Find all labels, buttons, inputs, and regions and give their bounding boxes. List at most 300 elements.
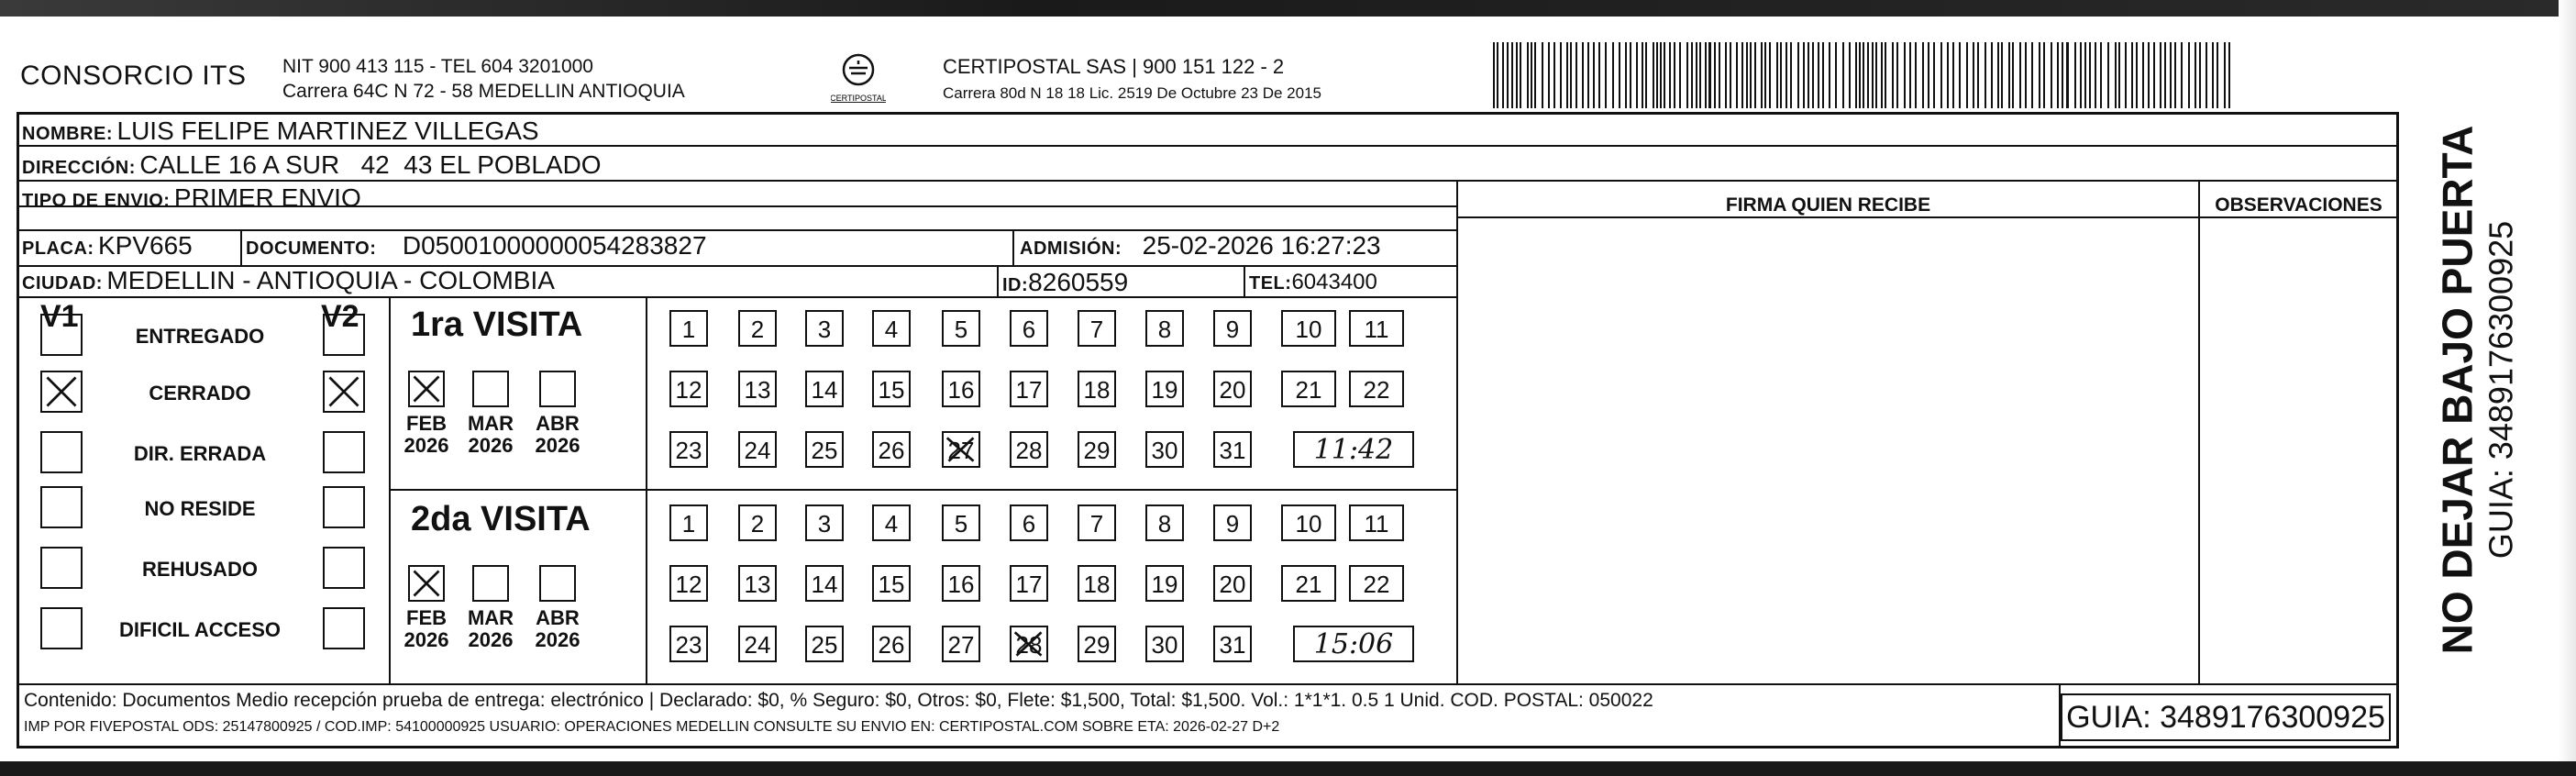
barcode-bar [1997, 42, 1999, 108]
barcode-bar [2008, 42, 2010, 108]
month-year: 2026 [535, 434, 580, 457]
barcode-bar [1776, 42, 1778, 108]
month-label [399, 607, 454, 651]
tipo-envio-label: TIPO DE ENVIO: [22, 191, 171, 211]
barcode-bar [2224, 42, 2226, 108]
day-box[interactable]: 30 [1145, 431, 1184, 468]
barcode-bar [1699, 42, 1701, 108]
admision-label: ADMISIÓN: [1020, 238, 1122, 259]
barcode-bar [1933, 42, 1935, 108]
v2-checkbox[interactable] [323, 486, 365, 528]
barcode-bar [2012, 42, 2014, 108]
barcode-bar [1660, 42, 1662, 108]
day-box[interactable]: 4 [872, 310, 911, 347]
barcode-bar [1516, 42, 1518, 108]
placa-label: PLACA: [22, 238, 94, 259]
day-box[interactable]: 26 [872, 431, 911, 468]
barcode-bar [1593, 42, 1595, 108]
barcode-bar [1566, 42, 1568, 108]
day-box[interactable] [1010, 626, 1048, 662]
barcode-bar [1867, 42, 1869, 108]
barcode-bar [1642, 42, 1643, 108]
direccion-field [22, 150, 602, 180]
barcode-bar [1582, 42, 1584, 108]
barcode-bar [1630, 42, 1631, 108]
barcode-bar [1977, 42, 1979, 108]
barcode-bar [1527, 42, 1529, 108]
barcode-bar [2043, 42, 2045, 108]
barcode-bar [2217, 42, 2218, 108]
tel-value: 6043400 [1291, 270, 1377, 294]
day-box[interactable]: 25 [805, 626, 844, 662]
v1-checkbox[interactable] [40, 547, 83, 589]
certipostal-line: CERTIPOSTAL SAS | 900 151 122 - 2 [943, 55, 1285, 78]
barcode-bar [1769, 42, 1771, 108]
day-box[interactable]: 10 [1281, 504, 1336, 541]
barcode-bar [1612, 42, 1614, 108]
barcode-bar [1725, 42, 1727, 108]
barcode-bar [2164, 42, 2166, 108]
status-label: DIR. ERRADA [133, 442, 267, 465]
month-checkbox[interactable] [472, 565, 509, 602]
barcode-bar [1790, 42, 1792, 108]
barcode-bar [1750, 42, 1752, 108]
day-number: 28 [1015, 631, 1043, 659]
barcode-bar [1780, 42, 1782, 108]
footer-imp: IMP POR FIVEPOSTAL ODS: 25147800925 / COD.IMP: 54100000925 USUARIO: OPERACIONES MEDELLIN CONSULTE SU ENVIO EN: CERTIPOSTAL.COM SOBRE ETA: 2026-02-27 D+2 [24, 719, 1280, 735]
day-box[interactable]: 9 [1213, 310, 1252, 347]
barcode-bar [1679, 42, 1681, 108]
id-label: ID: [1002, 275, 1029, 295]
barcode-bar [1605, 42, 1607, 108]
company-name: CONSORCIO ITS [20, 61, 247, 91]
barcode-bar [1892, 42, 1894, 108]
barcode-bar [1896, 42, 1898, 108]
day-box[interactable]: 22 [1349, 371, 1404, 407]
row-divider [1456, 216, 2397, 218]
barcode-bar [2212, 42, 2214, 108]
nombre-field [22, 116, 539, 146]
month-label [530, 607, 585, 651]
observaciones-header: OBSERVACIONES [2215, 194, 2383, 216]
barcode-bar [1959, 42, 1961, 108]
barcode-bar [1786, 42, 1787, 108]
barcode-bar [2206, 42, 2207, 108]
barcode-bar [1493, 42, 1495, 108]
barcode-bar [2195, 42, 2196, 108]
barcode-bar [1818, 42, 1819, 108]
day-checkmark [1012, 627, 1046, 660]
barcode-bar [1656, 42, 1658, 108]
visit-time-box[interactable]: 11:42 [1293, 431, 1414, 468]
day-box[interactable]: 21 [1281, 565, 1336, 602]
barcode-bar [2228, 42, 2230, 108]
barcode-bar [2125, 42, 2127, 108]
barcode-bar [1708, 42, 1711, 108]
day-box[interactable]: 1 [669, 310, 708, 347]
day-box[interactable]: 7 [1078, 504, 1116, 541]
day-box[interactable]: 17 [1010, 371, 1048, 407]
day-box[interactable]: 2 [738, 310, 777, 347]
barcode-bar [1625, 42, 1627, 108]
scan-top-edge [0, 0, 2576, 17]
barcode-bar [1985, 42, 1986, 108]
barcode-bar [1922, 42, 1924, 108]
month-name: FEB [406, 412, 447, 435]
barcode-bar [1872, 42, 1874, 108]
barcode-bar [1940, 42, 1942, 108]
month-name: ABR [536, 412, 580, 435]
v2-checkbox[interactable] [323, 547, 365, 589]
day-checkmark [944, 433, 978, 466]
barcode-bar [1973, 42, 1974, 108]
month-label [463, 413, 518, 457]
day-box[interactable]: 11 [1349, 504, 1404, 541]
col-divider [240, 229, 242, 265]
admision-value: 25-02-2026 16:27:23 [1142, 231, 1381, 260]
month-checkbox[interactable] [539, 371, 576, 407]
visit-time-box[interactable]: 15:06 [1293, 626, 1414, 662]
v1-checkbox[interactable] [40, 431, 83, 473]
day-box[interactable]: 15 [872, 371, 911, 407]
barcode-bar [1696, 42, 1697, 108]
v1-label: V1 [40, 299, 79, 334]
v2-checkbox[interactable] [323, 371, 365, 413]
status-label: CERRADO [149, 382, 251, 405]
scan-bottom-edge [0, 761, 2576, 776]
row-divider [18, 683, 2399, 685]
barcode-bar [1863, 42, 1864, 108]
v1-checkbox[interactable] [40, 486, 83, 528]
barcode-bar [1885, 42, 1886, 108]
barcode-bar [1842, 42, 1844, 108]
barcode-bar [1741, 42, 1743, 108]
barcode-bar [1803, 42, 1805, 108]
ciudad-label: CIUDAD: [22, 273, 103, 294]
month-label [399, 413, 454, 457]
status-label: NO RESIDE [144, 497, 256, 520]
v1-checkbox[interactable] [40, 314, 83, 356]
day-box[interactable]: 5 [942, 504, 980, 541]
day-box[interactable]: 15 [872, 565, 911, 602]
barcode-bar [2057, 42, 2059, 108]
admision-field [1020, 231, 1381, 261]
barcode-bar [2031, 42, 2033, 108]
day-box[interactable]: 12 [669, 565, 708, 602]
id-value: 8260559 [1028, 268, 1129, 296]
barcode-bar [1754, 42, 1756, 108]
barcode-bar [1746, 42, 1748, 108]
scan-right-edge [2559, 0, 2576, 776]
day-box[interactable]: 18 [1078, 371, 1116, 407]
placa-value: KPV665 [98, 231, 193, 260]
barcode-bar [1587, 42, 1589, 108]
documento-label: DOCUMENTO: [246, 238, 377, 259]
day-box[interactable]: 13 [738, 565, 777, 602]
day-box[interactable]: 25 [805, 431, 844, 468]
col-divider [1244, 265, 1245, 296]
day-box[interactable]: 1 [669, 504, 708, 541]
day-box[interactable]: 19 [1145, 565, 1184, 602]
address-line: Carrera 64C N 72 - 58 MEDELLIN ANTIOQUIA [282, 81, 685, 102]
nombre-label: NOMBRE: [22, 124, 114, 144]
day-box[interactable]: 21 [1281, 371, 1336, 407]
no-dejar-bajo-puerta: NO DEJAR BAJO PUERTA [2432, 125, 2481, 655]
barcode-bar [1664, 42, 1665, 108]
barcode-bar [2181, 42, 2183, 108]
tel-label: TEL: [1249, 273, 1292, 294]
barcode-bar [1570, 42, 1572, 108]
barcode-bar [2174, 42, 2176, 108]
barcode-bar [2001, 42, 2003, 108]
barcode-bar [2019, 42, 2021, 108]
col-divider [389, 296, 391, 683]
month-name: MAR [467, 412, 514, 435]
barcode-bar [1829, 42, 1830, 108]
barcode-bar [2148, 42, 2150, 108]
day-box[interactable]: 18 [1078, 565, 1116, 602]
month-year: 2026 [468, 628, 514, 651]
day-box[interactable]: 31 [1213, 431, 1252, 468]
barcode-bar [1598, 42, 1600, 108]
row-divider [18, 180, 2399, 182]
side-guia: GUIA: 3489176300925 [2481, 220, 2519, 560]
v2-checkbox[interactable] [323, 431, 365, 473]
barcode-bar [1542, 42, 1543, 108]
side-vertical-text [2432, 126, 2520, 655]
day-box[interactable]: 10 [1281, 310, 1336, 347]
barcode-bar [1645, 42, 1647, 108]
barcode-bar [2153, 42, 2155, 108]
day-box[interactable]: 22 [1349, 565, 1404, 602]
col-divider [1456, 180, 1458, 683]
day-box[interactable]: 4 [872, 504, 911, 541]
barcode-bar [1653, 42, 1654, 108]
barcode-bar [1812, 42, 1814, 108]
visit1-title: 1ra VISITA [411, 305, 583, 344]
barcode-bar [1736, 42, 1738, 108]
barcode-bar [2066, 42, 2069, 108]
barcode-bar [2039, 42, 2040, 108]
day-box[interactable]: 11 [1349, 310, 1404, 347]
col-divider [1012, 229, 1014, 265]
row-divider [18, 296, 1456, 298]
month-year: 2026 [404, 628, 449, 651]
barcode-bar [1764, 42, 1766, 108]
v2-checkbox[interactable] [323, 314, 365, 356]
day-box[interactable]: 6 [1010, 310, 1048, 347]
barcode-bar [2062, 42, 2063, 108]
day-box[interactable]: 20 [1213, 371, 1252, 407]
day-box[interactable]: 16 [942, 565, 980, 602]
barcode-bar [2074, 42, 2076, 108]
barcode-bar [1915, 42, 1917, 108]
day-box[interactable]: 28 [1010, 431, 1048, 468]
barcode-bar [1797, 42, 1799, 108]
month-year: 2026 [535, 628, 580, 651]
barcode-bar [1909, 42, 1911, 108]
direccion-value: CALLE 16 A SUR 42 43 EL POBLADO [139, 150, 602, 179]
placa-field [22, 231, 193, 261]
id-field [1002, 268, 1128, 297]
barcode-image [1493, 42, 2234, 108]
barcode-bar [1859, 42, 1861, 108]
ciudad-field [22, 266, 555, 295]
day-box[interactable]: 30 [1145, 626, 1184, 662]
barcode-bar [1534, 42, 1536, 108]
barcode-bar [1991, 42, 1993, 108]
month-year: 2026 [468, 434, 514, 457]
barcode-bar [1947, 42, 1949, 108]
day-box[interactable]: 24 [738, 626, 777, 662]
barcode-bar [2025, 42, 2027, 108]
barcode-bar [1531, 42, 1532, 108]
day-box[interactable]: 3 [805, 504, 844, 541]
month-checkbox[interactable] [408, 565, 445, 602]
v2-checkbox[interactable] [323, 607, 365, 649]
day-box[interactable]: 14 [805, 565, 844, 602]
barcode-bar [1575, 42, 1577, 108]
barcode-bar [2142, 42, 2144, 108]
barcode-bar [2100, 42, 2102, 108]
barcode-bar [2131, 42, 2133, 108]
barcode-bar [1636, 42, 1638, 108]
barcode-bar [1548, 42, 1550, 108]
v2-label: V2 [321, 299, 359, 334]
day-box[interactable]: 17 [1010, 565, 1048, 602]
day-box[interactable]: 24 [738, 431, 777, 468]
barcode-bar [1553, 42, 1555, 108]
barcode-bar [2170, 42, 2172, 108]
barcode-bar [1875, 42, 1877, 108]
ciudad-value: MEDELLIN - ANTIOQUIA - COLOMBIA [106, 266, 555, 294]
day-box[interactable]: 23 [669, 626, 708, 662]
barcode-bar [2089, 42, 2091, 108]
month-year: 2026 [404, 434, 449, 457]
day-box[interactable]: 8 [1145, 504, 1184, 541]
barcode-bar [1966, 42, 1968, 108]
month-label [530, 413, 585, 457]
barcode-bar [1502, 42, 1504, 108]
day-box[interactable]: 27 [942, 626, 980, 662]
day-box[interactable]: 12 [669, 371, 708, 407]
day-box[interactable]: 26 [872, 626, 911, 662]
license-line: Carrera 80d N 18 18 Lic. 2519 De Octubre 23 De 2015 [943, 84, 1321, 102]
barcode-bar [1511, 42, 1513, 108]
month-label [463, 607, 518, 651]
barcode-bar [1928, 42, 1929, 108]
day-box[interactable]: 2 [738, 504, 777, 541]
day-box[interactable]: 7 [1078, 310, 1116, 347]
tel-field [1249, 270, 1377, 295]
direccion-label: DIRECCIÓN: [22, 158, 136, 178]
tipo-envio-field [22, 183, 361, 213]
documento-field [246, 231, 707, 261]
barcode-bar [2095, 42, 2096, 108]
tipo-envio-value: PRIMER ENVIO [173, 183, 361, 212]
barcode-bar [2084, 42, 2086, 108]
barcode-bar [1560, 42, 1562, 108]
barcode-bar [1808, 42, 1809, 108]
barcode-bar [1669, 42, 1671, 108]
barcode-bar [1855, 42, 1857, 108]
barcode-bar [1952, 42, 1954, 108]
day-box[interactable]: 31 [1213, 626, 1252, 662]
status-label: ENTREGADO [135, 325, 265, 348]
barcode-bar [2115, 42, 2117, 108]
barcode-bar [1497, 42, 1498, 108]
barcode-bar [1507, 42, 1509, 108]
status-label: REHUSADO [142, 558, 258, 581]
barcode-bar [1674, 42, 1675, 108]
day-box[interactable]: 29 [1078, 431, 1116, 468]
barcode-bar [2118, 42, 2120, 108]
col-divider [2198, 180, 2200, 683]
barcode-bar [2199, 42, 2201, 108]
barcode-bar [1686, 42, 1688, 108]
month-name: ABR [536, 606, 580, 629]
barcode-bar [2107, 42, 2109, 108]
status-label: DIFICIL ACCESO [118, 618, 281, 641]
day-box[interactable]: 13 [738, 371, 777, 407]
documento-value: D05001000000054283827 [402, 231, 707, 260]
barcode-bar [1822, 42, 1824, 108]
col-divider [997, 265, 999, 296]
barcode-bar [1705, 42, 1707, 108]
v1-checkbox[interactable] [40, 607, 83, 649]
day-box[interactable]: 20 [1213, 565, 1252, 602]
day-number: 27 [947, 437, 975, 464]
barcode-bar [1761, 42, 1763, 108]
day-box[interactable]: 5 [942, 310, 980, 347]
month-checkbox[interactable] [408, 371, 445, 407]
day-box[interactable]: 23 [669, 431, 708, 468]
barcode-bar [1849, 42, 1851, 108]
day-box[interactable]: 8 [1145, 310, 1184, 347]
barcode-bar [1520, 42, 1521, 108]
barcode-bar [2051, 42, 2052, 108]
barcode-bar [1881, 42, 1883, 108]
barcode-bar [2188, 42, 2190, 108]
v1-checkbox[interactable] [40, 371, 83, 413]
nit-line: NIT 900 413 115 - TEL 604 3201000 [282, 56, 593, 77]
barcode-bar [1691, 42, 1693, 108]
barcode-bar [1730, 42, 1731, 108]
day-box[interactable]: 14 [805, 371, 844, 407]
day-box[interactable]: 3 [805, 310, 844, 347]
day-box[interactable]: 9 [1213, 504, 1252, 541]
certipostal-logo [831, 51, 886, 110]
footer-contenido: Contenido: Documentos Medio recepción prueba de entrega: electrónico | Declarado: $0, % Seguro: $0, Otros: $0, Flete: $1,500, Total: $1,500. Vol.: 1*1*1. 0.5 1 Unid. COD. POSTAL: 050022 [24, 690, 1653, 711]
day-box[interactable]: 6 [1010, 504, 1048, 541]
certipostal-logo-text: CERTIPOSTAL [831, 94, 886, 103]
barcode-bar [1719, 42, 1720, 108]
footer-guia-box: GUIA: 3489176300925 [2061, 693, 2391, 741]
barcode-bar [1904, 42, 1906, 108]
month-name: FEB [406, 606, 447, 629]
month-checkbox[interactable] [472, 371, 509, 407]
barcode-bar [2080, 42, 2082, 108]
day-box[interactable] [942, 431, 980, 468]
day-box[interactable]: 29 [1078, 626, 1116, 662]
month-checkbox[interactable] [539, 565, 576, 602]
barcode-bar [1835, 42, 1837, 108]
barcode-bar [1714, 42, 1716, 108]
day-box[interactable]: 16 [942, 371, 980, 407]
barcode-bar [2160, 42, 2161, 108]
day-box[interactable]: 19 [1145, 371, 1184, 407]
barcode-bar [1619, 42, 1620, 108]
